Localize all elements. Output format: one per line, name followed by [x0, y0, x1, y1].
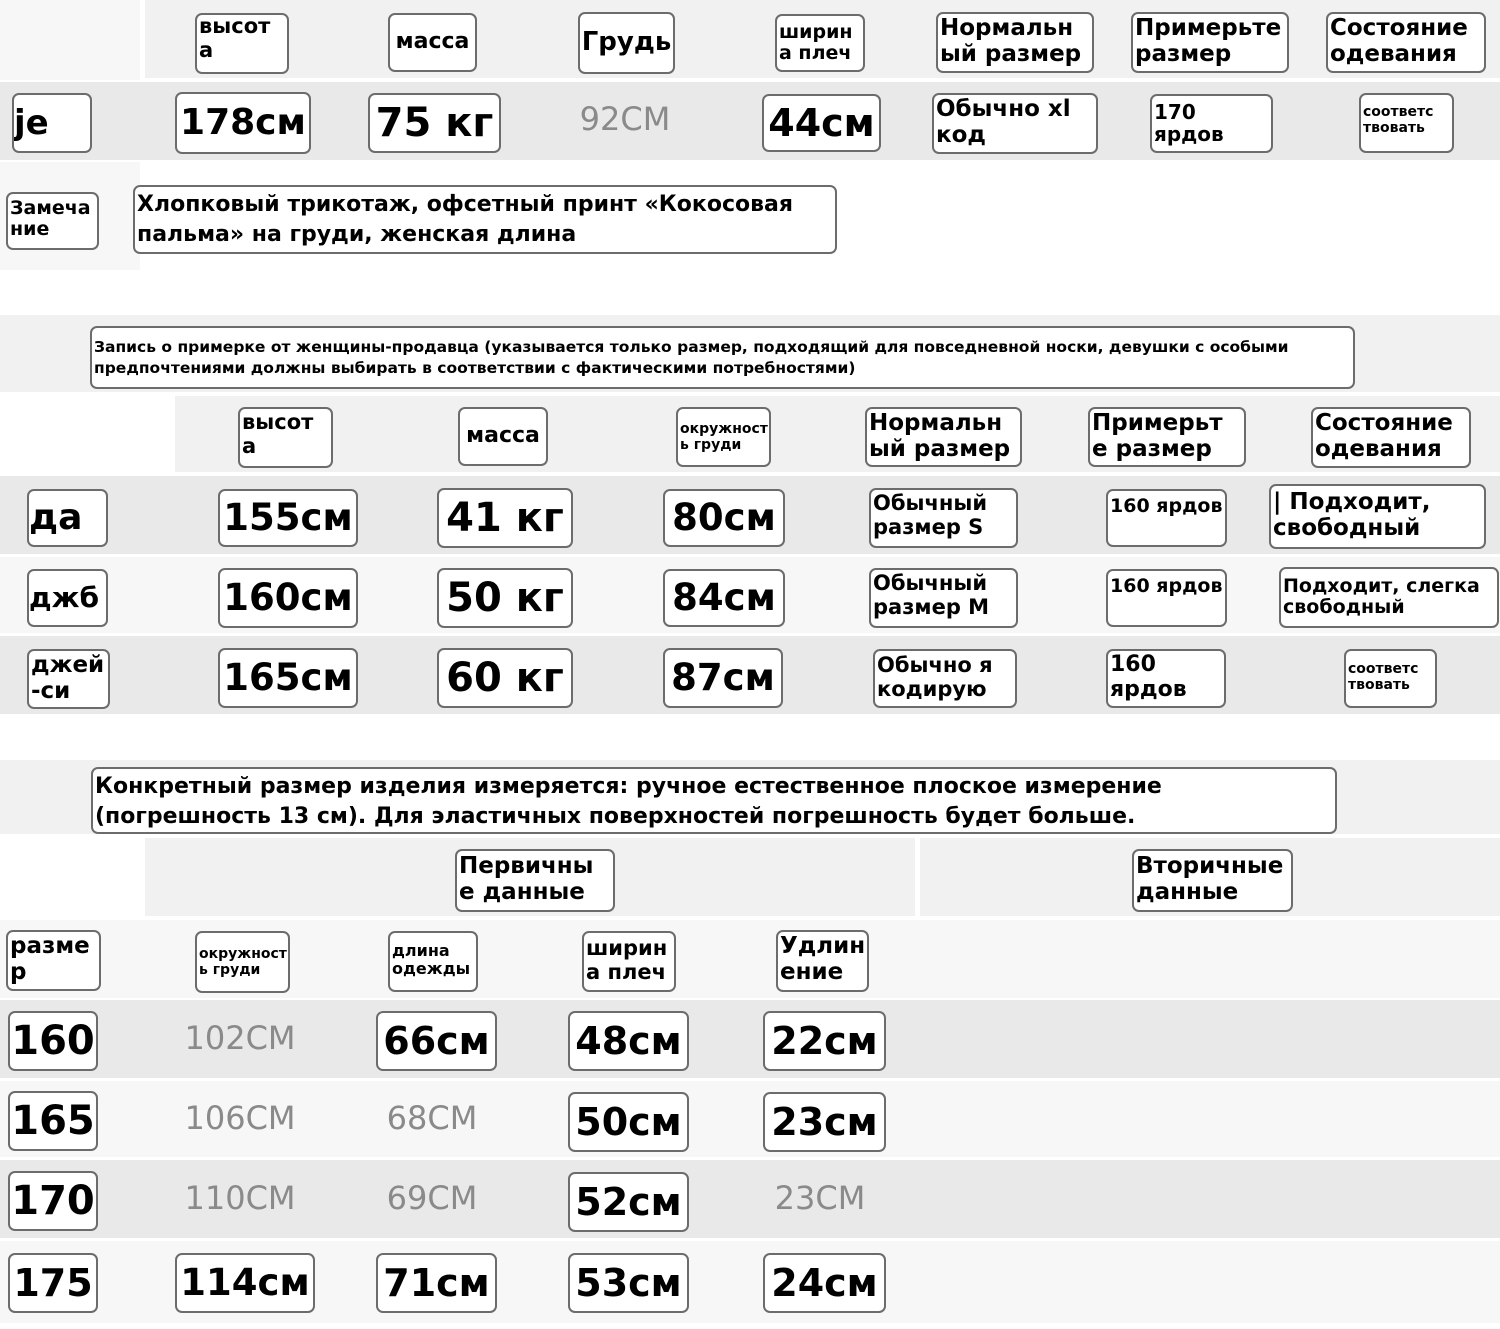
s2-row-height: 160см: [218, 568, 358, 628]
s2-row-weight: 50 кг: [437, 568, 573, 628]
s2-row-normal: Обычный размер S: [869, 488, 1018, 548]
s2-row-try: 160 ярдов: [1106, 569, 1227, 627]
s2-row-height: 165см: [218, 648, 358, 708]
s3-row-extension: 22см: [763, 1011, 886, 1071]
s3-row-extension: 24см: [763, 1253, 886, 1313]
s3-header-length: длина одежды: [388, 931, 478, 992]
row-height: 178см: [175, 92, 311, 154]
s3-row-chest: 106CM: [184, 1099, 296, 1137]
s2-row-height: 155см: [218, 489, 358, 547]
s3-row-size: 165: [8, 1091, 98, 1151]
row-chest: 92CM: [579, 100, 671, 138]
s2-header-weight: масса: [458, 407, 548, 466]
bg-corner: [0, 0, 140, 80]
row-wear-state: соответс твовать: [1359, 93, 1454, 153]
s3-row-extension: 23CM: [774, 1179, 866, 1217]
header-weight: масса: [388, 13, 477, 72]
s2-row-name: джей -си: [27, 649, 110, 709]
s2-row-chest: 80см: [663, 489, 785, 547]
s3-header-chest: окружност ь груди: [195, 931, 290, 993]
s3-header-shoulder: ширин а плеч: [582, 931, 676, 992]
s2-row-state: | Подходит, свободный: [1269, 484, 1486, 549]
s3-row-shoulder: 50см: [568, 1092, 689, 1152]
s3-row-length: 66см: [376, 1011, 497, 1071]
s3-row-chest: 110CM: [184, 1179, 296, 1217]
header-shoulder: ширин а плеч: [775, 14, 865, 72]
s2-row-name: джб: [27, 569, 108, 627]
s2-header-normal: Нормальн ый размер: [865, 407, 1022, 467]
s2-row-weight: 60 кг: [437, 648, 573, 708]
secondary-data-label: Вторичные данные: [1132, 849, 1293, 912]
header-chest: Грудь: [578, 12, 675, 74]
row-weight: 75 кг: [368, 93, 501, 153]
header-height: высот а: [195, 13, 289, 74]
row-normal-size: Обычно xl код: [932, 93, 1098, 154]
s3-header-extension: Удлин ение: [776, 930, 869, 992]
s3-row-chest: 102CM: [184, 1019, 296, 1057]
s3-row-shoulder: 48см: [568, 1011, 689, 1071]
s2-row-normal: Обычный размер M: [869, 568, 1018, 628]
s2-row-normal: Обычно я кодирую: [873, 649, 1017, 708]
s3-row-extension: 23см: [763, 1092, 886, 1152]
row-shoulder: 44см: [762, 94, 881, 152]
s2-header-try: Примерьт е размер: [1088, 407, 1246, 467]
s2-header-height: высот а: [238, 407, 333, 468]
s3-row-size: 160: [8, 1011, 98, 1071]
s2-row-try: 160 ярдов: [1106, 649, 1226, 708]
measurement-note: Конкретный размер изделия измеряется: ручное естественное плоское измерение (погрешность 13 см). Для эластичных поверхностей погрешность будет больше.: [91, 767, 1337, 834]
row-name: je: [12, 93, 92, 153]
s3-row-chest: 114см: [175, 1253, 315, 1313]
s3-row-length: 68CM: [386, 1099, 478, 1137]
row-try-size: 170 ярдов: [1150, 94, 1273, 153]
bg-header-2: [175, 396, 1500, 472]
fitting-record-title: Запись о примерке от женщины-продавца (указывается только размер, подходящий для повседневной носки, девушки с особыми предпочтениями должны выбирать в соответствии с фактическими потребностями): [90, 326, 1355, 389]
s3-row-shoulder: 52см: [568, 1172, 689, 1232]
s3-row-size: 175: [8, 1253, 98, 1313]
remark-label: Замеча ние: [6, 192, 99, 250]
s2-row-try: 160 ярдов: [1106, 489, 1227, 547]
s2-row-chest: 87см: [663, 648, 783, 708]
s3-row-length: 69CM: [386, 1179, 478, 1217]
s2-row-name: да: [27, 489, 108, 547]
s2-row-weight: 41 кг: [437, 488, 573, 548]
primary-data-label: Первичны е данные: [455, 849, 615, 912]
s3-row-length: 71см: [376, 1253, 497, 1313]
s3-row-size: 170: [8, 1171, 98, 1231]
header-try-size: Примерьте размер: [1131, 12, 1289, 73]
s2-header-chest: окружност ь груди: [676, 407, 771, 467]
header-normal-size: Нормальн ый размер: [936, 12, 1094, 73]
s3-row-shoulder: 53см: [568, 1253, 689, 1313]
s2-row-state: соответс твовать: [1344, 649, 1437, 708]
s2-row-chest: 84см: [663, 569, 785, 627]
s2-row-state: Подходит, слегка свободный: [1279, 567, 1499, 628]
s2-header-state: Состояние одевания: [1311, 407, 1471, 468]
header-wear-state: Состояние одевания: [1326, 12, 1486, 73]
remark-text: Хлопковый трикотаж, офсетный принт «Кокосовая пальма» на груди, женская длина: [133, 185, 837, 254]
s3-header-size: разме р: [6, 930, 101, 991]
